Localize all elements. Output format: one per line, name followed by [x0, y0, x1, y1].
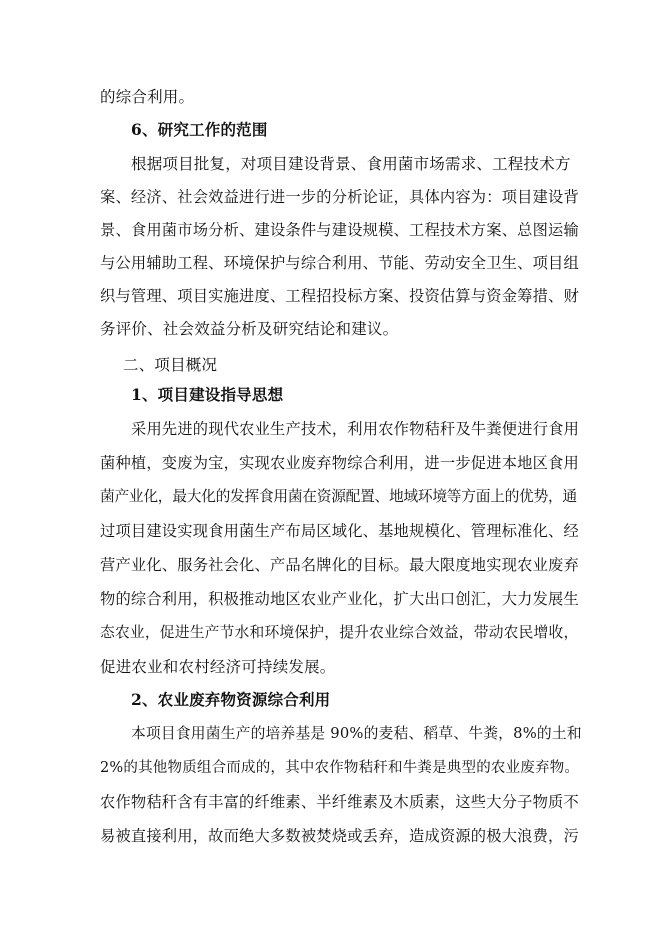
- chapter-heading: 二、项目概况: [123, 356, 218, 374]
- text-line: 的综合利用。: [100, 88, 195, 106]
- text-line: 案、经济、社会效益进行进一步的分析论证，具体内容为：项目建设背: [100, 188, 579, 206]
- text-line: 与公用辅助工程、环境保护与综合利用、节能、劳动安全卫生、项目组: [100, 254, 579, 272]
- text-line: 务评价、社会效益分析及研究结论和建议。: [100, 320, 399, 338]
- text-line: 易被直接利用，故而绝大多数被焚烧或丢弃，造成资源的极大浪费，污: [100, 827, 579, 845]
- text-line: 采用先进的现代农业生产技术，利用农作物秸秆及牛粪便进行食用: [131, 420, 580, 438]
- text-line: 菌产业化，最大化的发挥食用菌在资源配置、地域环境等方面上的优势，通: [100, 488, 577, 505]
- text-line: 态农业，促进生产节水和环境保护，提升农业综合效益，带动农民增收，: [100, 624, 579, 641]
- text-line: 物的综合利用，积极推动地区农业产业化，扩大出口创汇，大力发展生: [100, 590, 579, 608]
- text-line: 农作物秸秆含有丰富的纤维素、半纤维素及木质素，这些大分子物质不: [100, 793, 579, 811]
- text-line: 根据项目批复，对项目建设背景、食用菌市场需求、工程技术方: [131, 155, 571, 173]
- text-line: 景、食用菌市场分析、建设条件与建设规模、工程技术方案、总图运输: [100, 221, 579, 239]
- text-line: 本项目食用菌生产的培养基是 90%的麦秸、稻草、牛粪，8%的土和: [131, 725, 582, 742]
- text-line: 营产业化、服务社会化、产品名牌化的目标。最大限度地实现农业废弃: [100, 556, 579, 574]
- text-line: 过项目建设实现食用菌生产布局区域化、基地规模化、管理标准化、经: [100, 522, 579, 540]
- section-heading: 2、农业废弃物资源综合利用: [131, 690, 331, 709]
- text-line: 菌种植，变废为宝，实现农业废弃物综合利用，进一步促进本地区食用: [100, 454, 579, 472]
- text-line: 2%的其他物质组合而成的，其中农作物秸秆和牛粪是典型的农业废弃物。: [100, 760, 580, 776]
- section-heading: 6、研究工作的范围: [131, 120, 268, 139]
- text-line: 促进农业和农村经济可持续发展。: [100, 658, 336, 676]
- section-heading: 1、项目建设指导思想: [131, 385, 284, 404]
- text-line: 织与管理、项目实施进度、工程招投标方案、投资估算与资金筹措、财: [100, 287, 579, 305]
